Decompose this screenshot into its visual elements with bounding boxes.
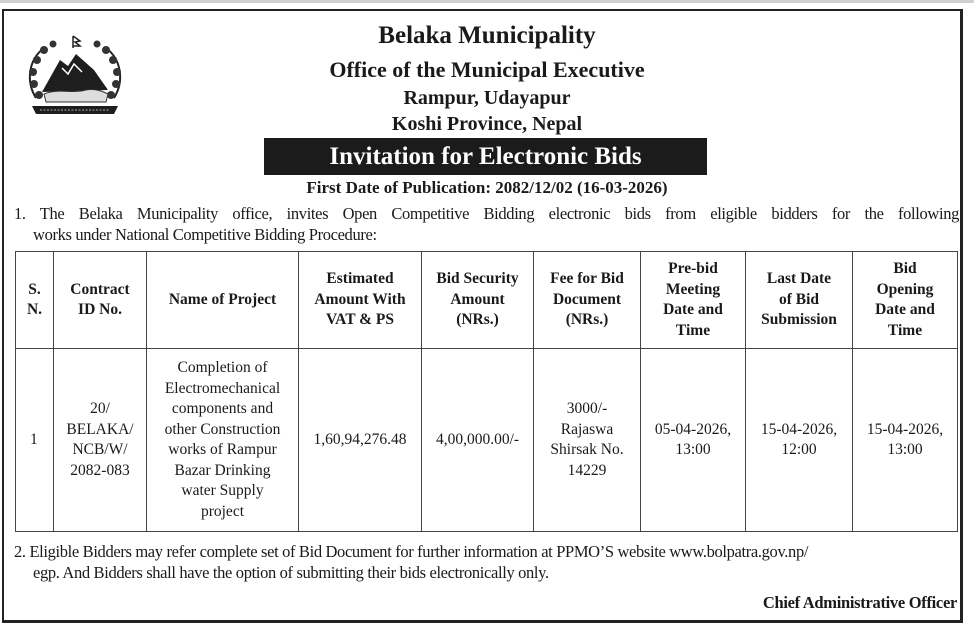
paragraph-1	[14, 203, 959, 245]
cell-bid-opening: 15-04-2026, 13:00	[853, 349, 958, 532]
org-name: Belaka Municipality	[378, 22, 596, 49]
cell-fee: 3000/- Rajaswa Shirsak No. 14229	[534, 349, 641, 532]
office-name: Office of the Municipal Executive	[329, 57, 645, 82]
col-header-bid-security: Bid Security Amount (NRs.)	[422, 252, 534, 349]
cell-estimated-amount: 1,60,94,276.48	[299, 349, 422, 532]
cell-sn: 1	[16, 349, 54, 532]
location-line-2: Koshi Province, Nepal	[391, 113, 583, 135]
signatory-title: Chief Administrative Officer	[762, 593, 957, 612]
col-header-estimated-amount: Estimated Amount With VAT & PS	[299, 252, 422, 349]
notice-title-banner: Invitation for Electronic Bids	[264, 138, 707, 175]
cell-prebid-meeting: 05-04-2026, 13:00	[641, 349, 746, 532]
col-header-fee: Fee for Bid Document (NRs.)	[534, 252, 641, 349]
col-header-sn: S. N.	[16, 252, 54, 349]
paragraph-1-line-1: 1. The Belaka Municipality office, invites Open Competitive Bidding electronic bids from eligible bidders for the following	[14, 204, 959, 223]
bids-table	[15, 251, 958, 532]
col-header-last-date: Last Date of Bid Submission	[746, 252, 853, 349]
table-header-row	[16, 252, 958, 349]
top-edge-line	[0, 0, 974, 3]
cell-project-name: Completion of Electromechanical components and other Construction works of Rampur Bazar Drinking water Supply project	[147, 349, 299, 532]
cell-bid-security: 4,00,000.00/-	[422, 349, 534, 532]
cell-contract-id: 20/ BELAKA/ NCB/W/ 2082-083	[54, 349, 147, 532]
nepal-government-emblem-icon	[22, 32, 128, 120]
paragraph-2-line-2: egp. And Bidders shall have the option of submitting their bids electronically only.	[33, 563, 549, 582]
col-header-prebid-meeting: Pre-bid Meeting Date and Time	[641, 252, 746, 349]
paragraph-2	[14, 541, 959, 583]
col-header-contract-id: Contract ID No.	[54, 252, 147, 349]
col-header-project-name: Name of Project	[147, 252, 299, 349]
table-row	[16, 349, 958, 532]
paragraph-2-line-1: 2. Eligible Bidders may refer complete set of Bid Document for further information at PPMO’S website www.bolpatra.gov.np/	[14, 542, 809, 561]
paragraph-1-line-2: works under National Competitive Bidding Procedure:	[33, 225, 377, 244]
location-line-1: Rampur, Udayapur	[403, 87, 571, 109]
publication-date: First Date of Publication: 2082/12/02 (16-03-2026)	[306, 178, 668, 197]
col-header-bid-opening: Bid Opening Date and Time	[853, 252, 958, 349]
cell-last-date: 15-04-2026, 12:00	[746, 349, 853, 532]
